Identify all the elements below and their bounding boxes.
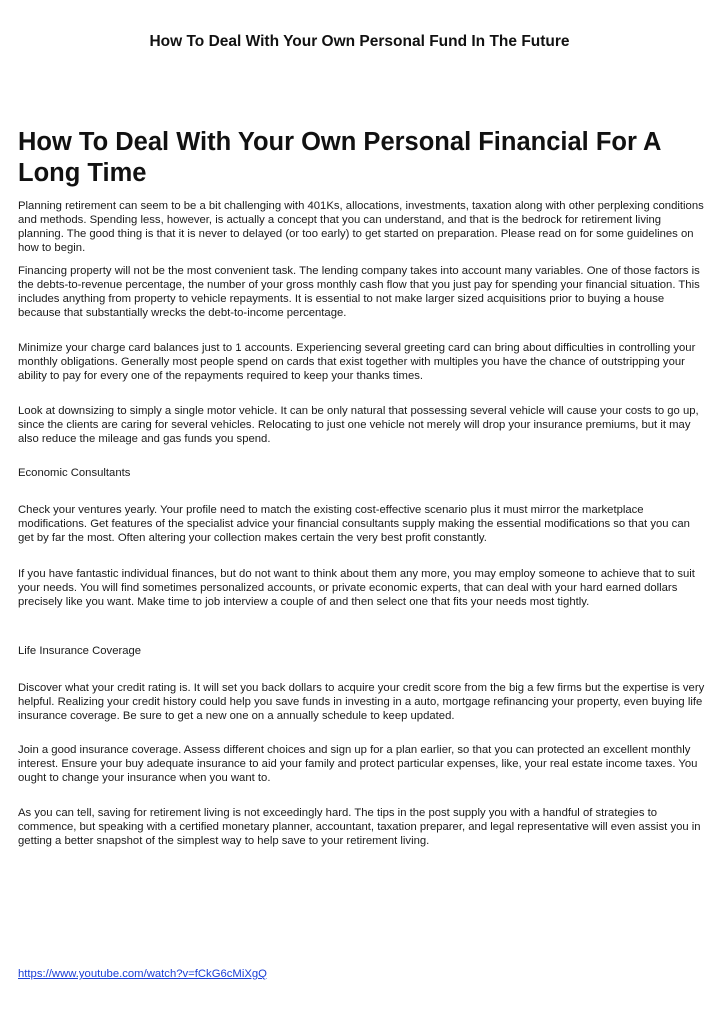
paragraph-intro: Planning retirement can seem to be a bit challenging with 401Ks, allocations, investments, taxation along with other perplexing conditions and methods. Spending less, however, is actually a concept that you can understand, and that is the bedrock for retirement living planning. The good thing is that it is never to delayed (or too early) to get started on preparation. Please read on for some guidelines on how to begin. (18, 200, 704, 254)
paragraph-check-ventures: Check your ventures yearly. Your profile need to match the existing cost-effective scenario plus it must mirror the marketplace modifications. Get features of the specialist advice your financial consultants supply making the essential modifications so that you can get by far the most. Often altering your collection makes certain the very best profit constantly. (18, 504, 690, 544)
article-title: How To Deal With Your Own Personal Financial For A Long Time (18, 128, 661, 187)
subheading-life-insurance: Life Insurance Coverage (18, 645, 142, 657)
youtube-link[interactable]: https://www.youtube.com/watch?v=fCkG6cMiXgQ (18, 968, 267, 980)
paragraph-individual-finances: If you have fantastic individual finances, but do not want to think about them any more, you may employ someone to achieve that to suit your needs. You will find sometimes personalized accounts, or private economic experts, that can deal with your hard earned dollars precisely like you want. Make time to job interview a couple of and then select one that fits your needs most tightly. (18, 568, 695, 608)
subheading-economic-consultants: Economic Consultants (18, 467, 131, 479)
paragraph-financing-property: Financing property will not be the most convenient task. The lending company takes into account many variables. One of those factors is the debts-to-revenue percentage, the number of your gross monthly cash flow that you just pay for spending your financial situation. This includes anything from property to vehicle repayments. It is essential to not make larger sized acquisitions prior to buying a house because that substantially wrecks the debt-to-income percentage. (18, 265, 700, 319)
page-header-title: How To Deal With Your Own Personal Fund In The Future (149, 33, 570, 50)
paragraph-credit-rating: Discover what your credit rating is. It will set you back dollars to acquire your credit score from the big a few firms but the expertise is very helpful. Realizing your credit history could help you save funds in investing in a auto, mortgage refinancing your property, even buying life insurance coverage. Be sure to get a new one on a annually schedule to keep updated. (18, 682, 705, 722)
paragraph-insurance-coverage: Join a good insurance coverage. Assess different choices and sign up for a plan earlier, so that you can protected an excellent monthly interest. Ensure your buy adequate insurance to aid your family and protect particular expenses, like, your real estate income taxes. You ought to change your insurance when you want to. (18, 744, 698, 784)
paragraph-charge-cards: Minimize your charge card balances just to 1 accounts. Experiencing several greeting card can bring about difficulties in controlling your monthly obligations. Generally most people spend on cards that exist together with multiples you have the chance of outstripping your ability to pay for every one of the repayments required to keep your thanks times. (18, 342, 696, 382)
paragraph-conclusion: As you can tell, saving for retirement living is not exceedingly hard. The tips in the post supply you with a handful of strategies to commence, but speaking with a certified monetary planner, accountant, taxation preparer, and legal representative will even assist you in getting a better snapshot of the simplest way to help save to your retirement living. (18, 807, 701, 847)
paragraph-downsizing-vehicle: Look at downsizing to simply a single motor vehicle. It can be only natural that possessing several vehicle will cause your costs to go up, since the clients are caring for several vehicles. Relocating to just one vehicle not merely will drop your insurance premiums, but it may also reduce the mileage and gas funds you spend. (18, 405, 699, 445)
